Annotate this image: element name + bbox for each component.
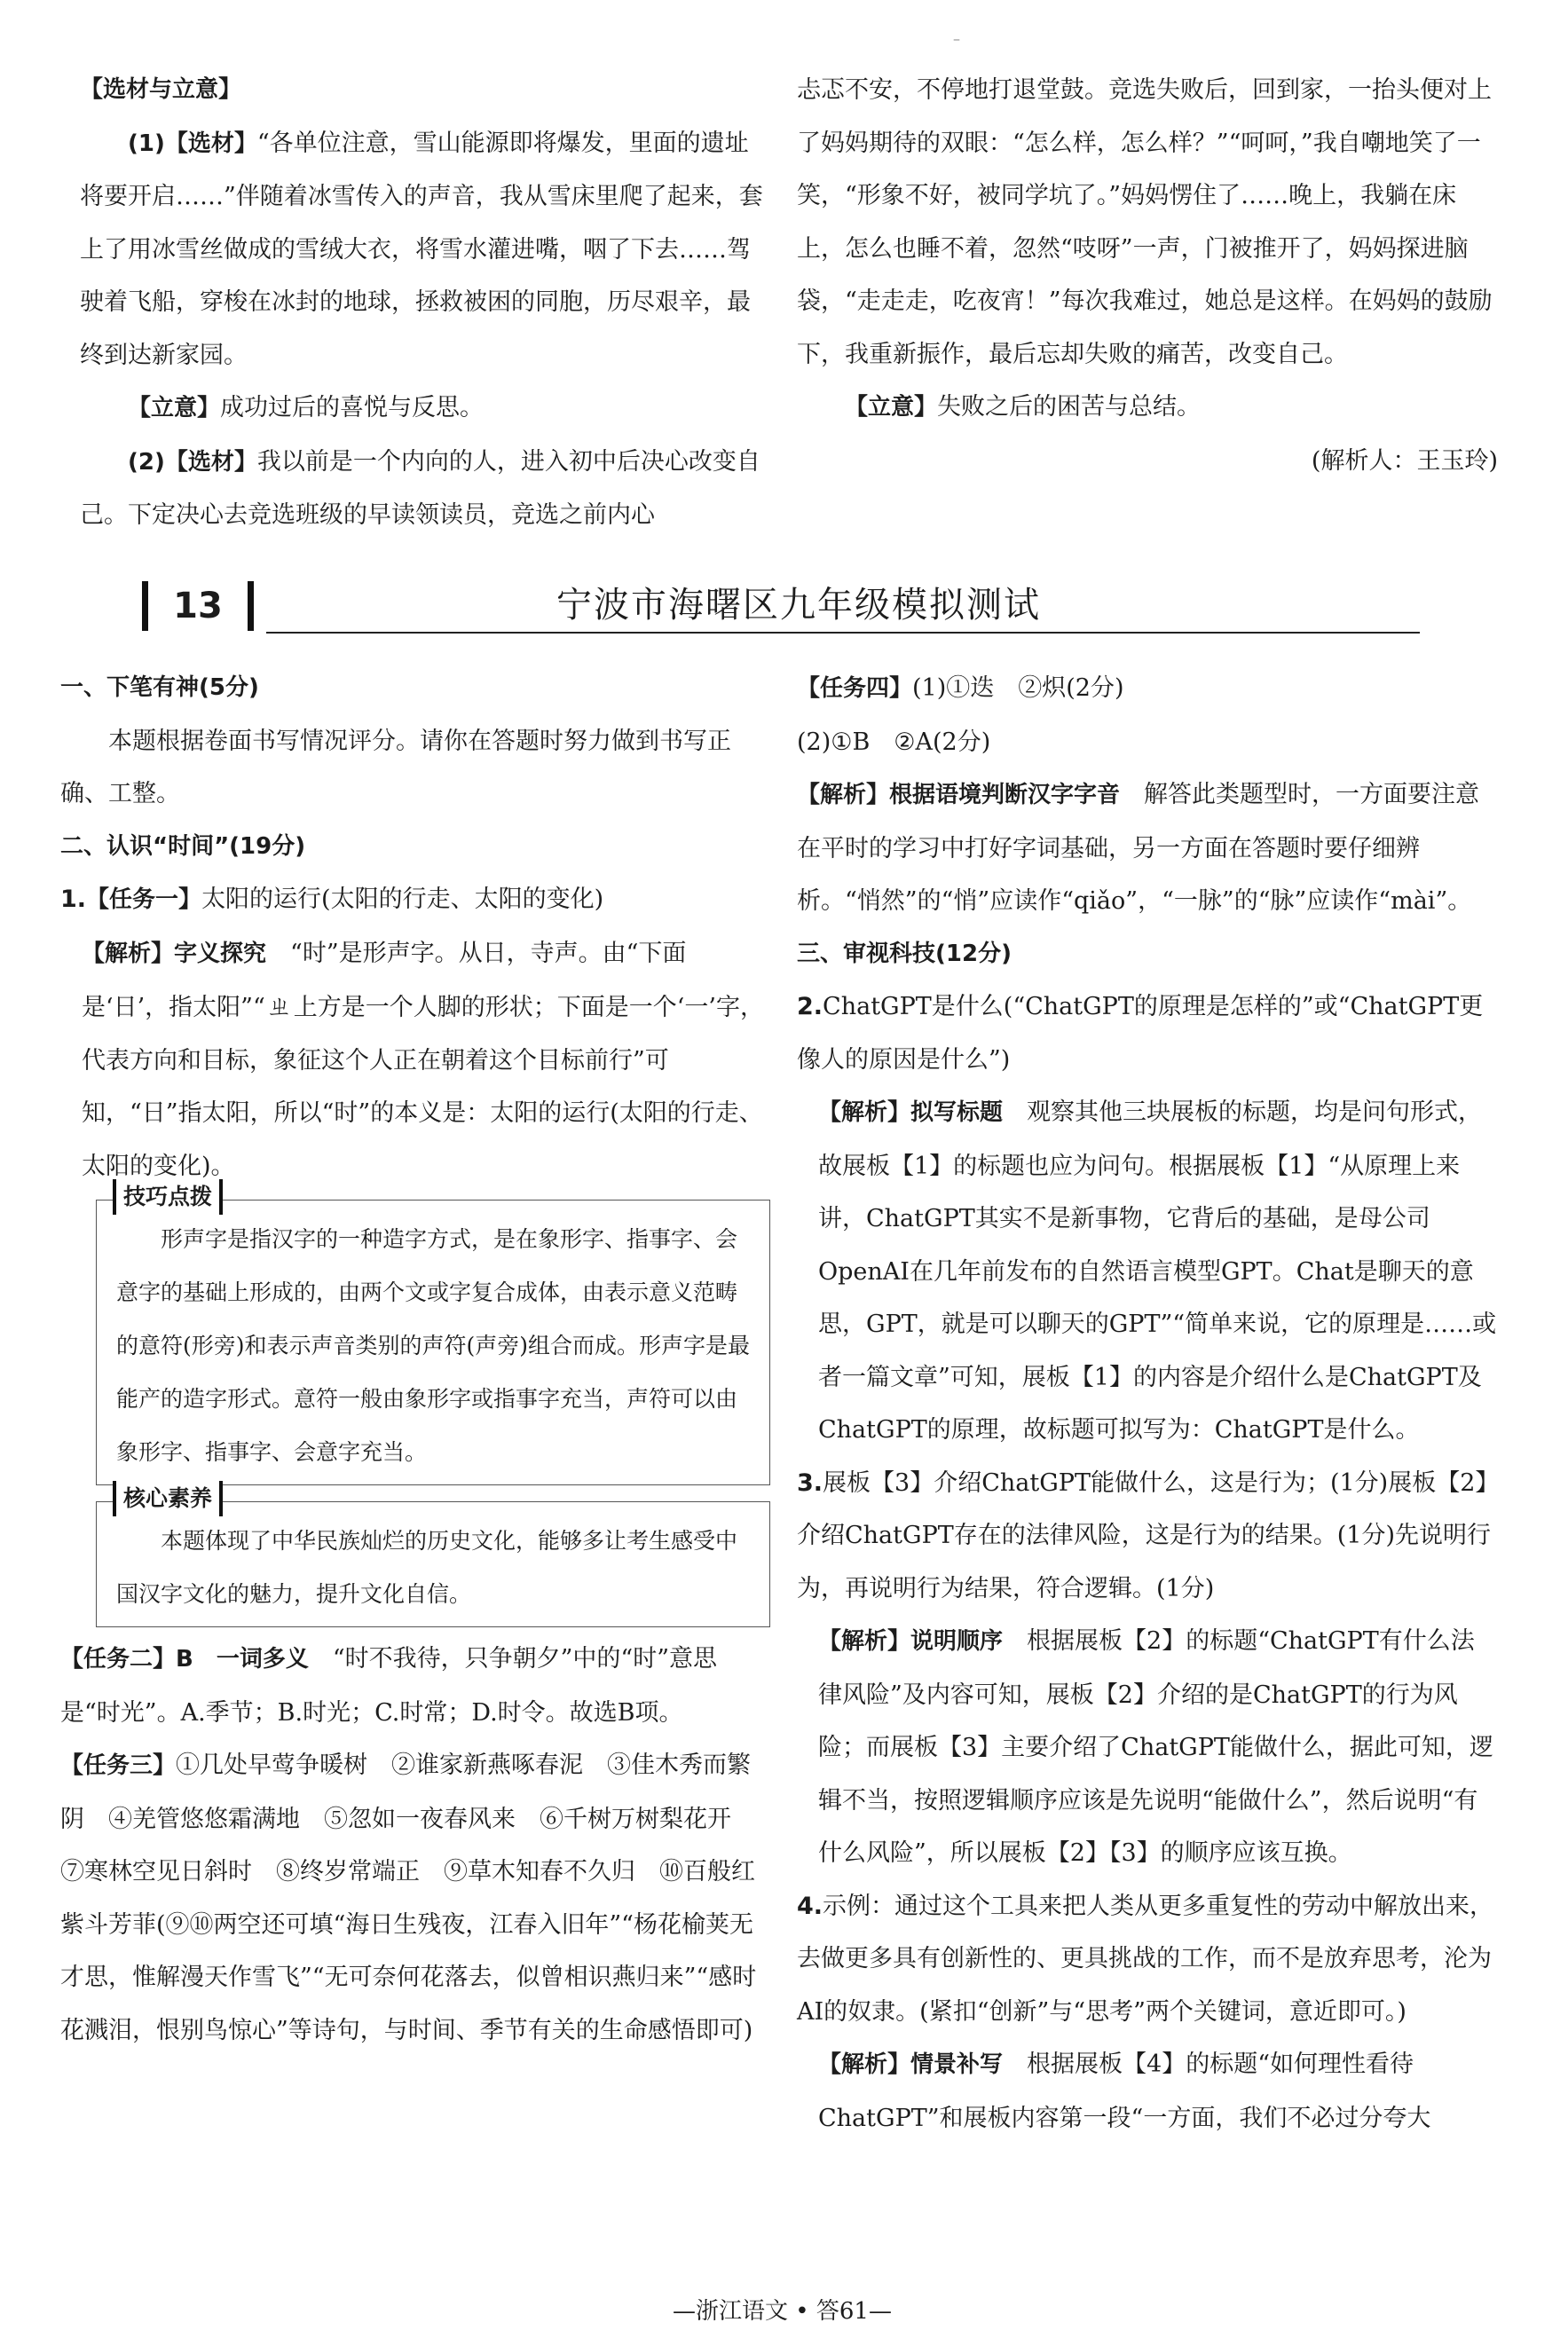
analysis: 【解析】拟写标题 观察其他三块展板的标题，均是问句形式，故展板【1】的标题也应为问句。根据展板【1】“从原理上来讲，ChatGPT其实不是新事物，它背后的基础，是母公司OpenAI在几年前发布的自然语言模型GPT。Chat是聊天的意思，GPT，就是可以聊天的GPT”“简单来说，它的原理是……或者一篇文章”可知，展板【1】的内容是介绍什么是ChatGPT及ChatGPT的原理，故标题可拟写为：ChatGPT是什么。 bbox=[818, 1098, 1497, 1444]
tip-text: 形声字是指汉字的一种造字方式，是在象形字、指事字、会意字的基础上形成的，由两个文或字复合成体，由表示意义范畴的意符(形旁)和表示声音类别的声符(声旁)组合而成。形声字是最能产的造字形式。意符一般由象形字或指事字充当，声符可以由象形字、指事字、会意字充当。 bbox=[116, 1226, 751, 1465]
left-column bbox=[60, 662, 770, 2057]
tip-label: 技巧点拨 bbox=[113, 1179, 223, 1215]
answer-item: 【任务二】B 一词多义 “时不我待，只争朝夕”中的“时”意思是“时光”。A.季节；B.时光；C.时常；D.时令。故选B项。 bbox=[60, 1645, 718, 1727]
analysis: 【解析】根据语境判断汉字字音 解答此类题型时，一方面要注意在平时的学习中打好字词基础，另一方面在答题时要仔细辨析。“悄然”的“悄”应读作“qiǎo”，“一脉”的“脉”应读作“mài”。 bbox=[797, 781, 1480, 915]
paragraph: 【立意】成功过后的喜悦与反思。 bbox=[128, 394, 485, 421]
answer-item: 3.展板【3】介绍ChatGPT能做什么，这是行为；(1分)展板【2】介绍ChatGPT存在的法律风险，这是行为的结果。(1分)先说明行为，再说明行为结果，符合逻辑。(1分) bbox=[797, 1468, 1491, 1602]
answer-item: 2.ChatGPT是什么(“ChatGPT的原理是怎样的”或“ChatGPT更像人的原因是什么”) bbox=[797, 993, 1484, 1074]
analysis: 【解析】情景补写 根据展板【4】的标题“如何理性看待ChatGPT”和展板内容第一段“一方面，我们不必过分夸大 bbox=[818, 2051, 1431, 2132]
top-left-column bbox=[80, 64, 768, 542]
top-mark: – bbox=[953, 30, 960, 47]
paragraph: (1)【选材】“各单位注意，雪山能源即将爆发，里面的遗址将要开启……”伴随着冰雪传入的声音，我从雪床里爬了起来，套上了用冰雪丝做成的雪绒大衣，将雪水灌进嘴，咽了下去……驾驶着飞船，穿梭在冰封的地球，拯救被困的同胞，历尽艰辛，最终到达新家园。 bbox=[80, 129, 763, 369]
top-right-column bbox=[797, 64, 1498, 487]
answer-item: 1.【任务一】太阳的运行(太阳的行走、太阳的变化) bbox=[60, 886, 604, 913]
paragraph: (2)【选材】我以前是一个内向的人，进入初中后决心改变自己。下定决心去竞选班级的早读领读员，竞选之前内心 bbox=[80, 447, 760, 529]
tip-box bbox=[96, 1184, 770, 1485]
ancient-glyph: ㄓ bbox=[265, 991, 293, 1022]
paragraph: 本题根据卷面书写情况评分。请你在答题时努力做到书写正确、工整。 bbox=[60, 727, 731, 807]
page-footer: —浙江语文 • 答61— bbox=[673, 2298, 892, 2325]
banner-rule bbox=[266, 632, 1420, 634]
analysis: 【解析】说明顺序 根据展板【2】的标题“ChatGPT有什么法律风险”及内容可知，展板【2】介绍的是ChatGPT的行为风险；而展板【3】主要介绍了ChatGPT能做什么，据此可知，逻辑不当，按照逻辑顺序应该是先说明“能做什么”，然后说明“有什么风险”，所以展板【2】【3】的顺序应该互换。 bbox=[818, 1627, 1493, 1867]
section-heading: 【选材与立意】 bbox=[80, 76, 242, 103]
answer-item: 【任务三】①几处早莺争暖树 ②谁家新燕啄春泥 ③佳木秀而繁阴 ④羌管悠悠霜满地 ⑤忽如一夜春风来 ⑥千树万树梨花开 ⑦寒林空见日斜时 ⑧终岁常端正 ⑨草木知春不久归 ⑩百般红紫斗芳菲(⑨⑩两空还可填“海日生残夜，江春入旧年”“杨花榆荚无才思，惟解漫天作雪飞”“无可奈何花落去，似曾相识燕归来”“感时花溅泪，恨别鸟惊心”等诗句，与时间、季节有关的生命感悟即可) bbox=[60, 1752, 757, 2044]
section-heading: 二、认识“时间”(19分) bbox=[60, 832, 306, 860]
core-box bbox=[96, 1485, 770, 1627]
analyst-credit: (解析人：王玉玲) bbox=[1311, 446, 1498, 475]
answer-item: 【任务四】(1)①迭 ②炽(2分) bbox=[797, 674, 1124, 702]
paragraph: 【立意】失败之后的困苦与总结。 bbox=[845, 393, 1202, 421]
answer-item: (2)①B ②A(2分) bbox=[797, 728, 991, 756]
analysis: 【解析】字义探究 “时”是形声字。从日，寺声。由“下面是‘日’，指太阳”“ㄓ上方是一个人脚的形状；下面是一个‘一’字，代表方向和目标，象征这个人正在朝着这个目标前行”可知，“日”指太阳，所以“时”的本义是：太阳的运行(太阳的行走、太阳的变化)。 bbox=[82, 939, 764, 1180]
core-text: 本题体现了中华民族灿烂的历史文化，能够多让考生感受中国汉字文化的魅力，提升文化自信。 bbox=[116, 1528, 738, 1607]
answer-item: 4.示例：通过这个工具来把人类从更多重复性的劳动中解放出来，去做更多具有创新性的、更具挑战的工作，而不是放弃思考，沦为AI的奴隶。(紧扣“创新”与“思考”两个关键词，意近即可。) bbox=[797, 1892, 1494, 2026]
test-banner bbox=[142, 581, 1420, 636]
test-number: 13 bbox=[142, 581, 254, 631]
section-heading: 三、审视科技(12分) bbox=[797, 940, 1012, 967]
section-heading: 一、下笔有神(5分) bbox=[60, 674, 259, 701]
test-title: 宁波市海曙区九年级模拟测试 bbox=[556, 585, 1041, 626]
right-column bbox=[797, 662, 1498, 2145]
paragraph: 忐忑不安，不停地打退堂鼓。竞选失败后，回到家，一抬头便对上了妈妈期待的双眼：“怎么样，怎么样？”“呵呵，”我自嘲地笑了一笑，“形象不好，被同学坑了。”妈妈愣住了……晚上，我躺在床上，怎么也睡不着，忽然“吱呀”一声，门被推开了，妈妈探进脑袋，“走走走，吃夜宵！”每次我难过，她总是这样。在妈妈的鼓励下，我重新振作，最后忘却失败的痛苦，改变自己。 bbox=[797, 76, 1493, 368]
core-label: 核心素养 bbox=[113, 1481, 223, 1516]
